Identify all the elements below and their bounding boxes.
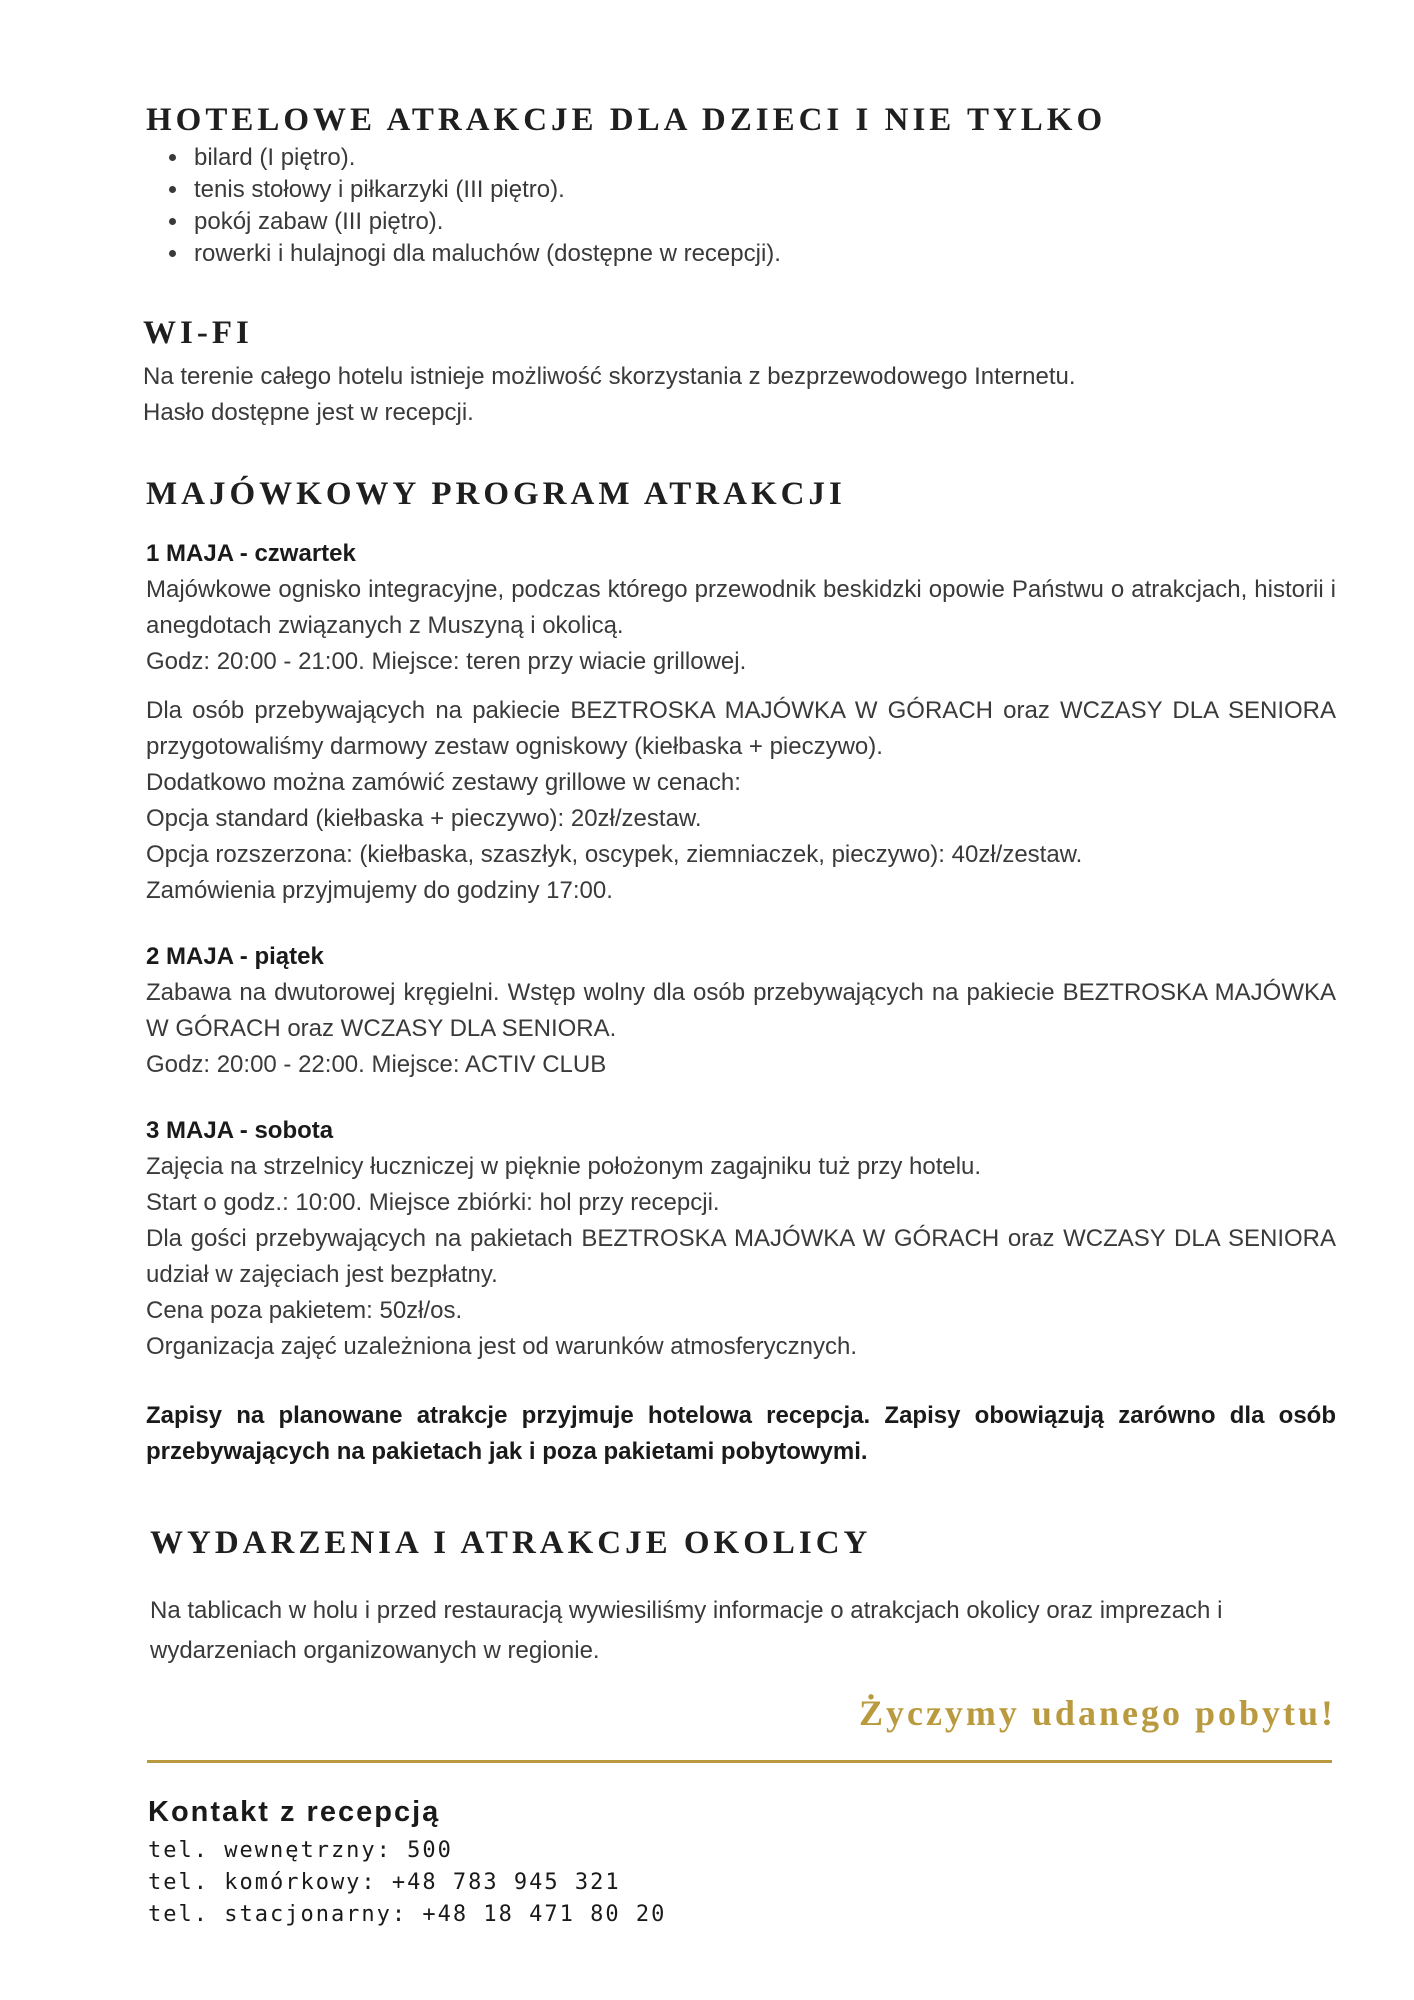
- list-item: • rowerki i hulajnogi dla maluchów (dostępne w recepcji).: [190, 238, 1336, 270]
- day-3-description: Zajęcia na strzelnicy łuczniczej w pięknie położonym zagajniku tuż przy hotelu.: [146, 1153, 982, 1180]
- day-1-option-standard: Opcja standard (kiełbaska + pieczywo): 20zł/zestaw.: [146, 805, 702, 832]
- day-3-heading: 3 MAJA - sobota: [146, 1117, 334, 1144]
- day-2-description: Zabawa na dwutorowej kręgielni. Wstęp wolny dla osób przebywających na pakiecie BEZTROSKA MAJÓWKA W GÓRACH oraz WCZASY DLA SENIORA.: [146, 979, 1336, 1042]
- day-2: [146, 939, 1336, 1083]
- events-title: WYDARZENIA I ATRAKCJE OKOLICY: [150, 1525, 872, 1561]
- wifi-password-note: Hasło dostępne jest w recepcji.: [143, 399, 474, 426]
- attractions-title: HOTELOWE ATRAKCJE DLA DZIECI I NIE TYLKO: [146, 102, 1107, 138]
- contact-landline-phone: tel. stacjonarny: +48 18 471 80 20: [148, 1902, 667, 1927]
- wifi-section: [143, 313, 1333, 431]
- program-title: MAJÓWKOWY PROGRAM ATRAKCJI: [146, 476, 846, 512]
- day-2-time: Godz: 20:00 - 22:00. Miejsce: ACTIV CLUB: [146, 1051, 607, 1078]
- day-3: [146, 1113, 1336, 1365]
- day-3-start: Start o godz.: 10:00. Miejsce zbiórki: hol przy recepcji.: [146, 1189, 720, 1216]
- day-1-package-info: Dla osób przebywających na pakiecie BEZTROSKA MAJÓWKA W GÓRACH oraz WCZASY DLA SENIORA przygotowaliśmy darmowy zestaw ogniskowy (kiełbaska + pieczywo).: [146, 697, 1336, 760]
- list-item: • tenis stołowy i piłkarzyki (III piętro).: [190, 174, 1336, 206]
- attractions-list: [146, 142, 1336, 270]
- wifi-text: Na terenie całego hotelu istnieje możliwość skorzystania z bezprzewodowego Internetu.: [143, 363, 1076, 390]
- signup-note: Zapisy na planowane atrakcje przyjmuje hotelowa recepcja. Zapisy obowiązują zarówno dla osób przebywających na pakietach jak i poza pakietami pobytowymi.: [146, 1402, 1336, 1465]
- day-2-heading: 2 MAJA - piątek: [146, 943, 324, 970]
- day-1-orders: Zamówienia przyjmujemy do godziny 17:00.: [146, 877, 613, 904]
- contact-internal-phone: tel. wewnętrzny: 500: [148, 1838, 453, 1863]
- day-1-time: Godz: 20:00 - 21:00. Miejsce: teren przy wiacie grillowej.: [146, 648, 747, 675]
- day-3-weather: Organizacja zajęć uzależniona jest od warunków atmosferycznych.: [146, 1333, 858, 1360]
- day-1-extra: Dodatkowo można zamówić zestawy grillowe w cenach:: [146, 769, 741, 796]
- divider: [147, 1760, 1332, 1763]
- contact-title: Kontakt z recepcją: [148, 1796, 441, 1828]
- day-3-package-info: Dla gości przebywających na pakietach BEZTROSKA MAJÓWKA W GÓRACH oraz WCZASY DLA SENIORA udział w zajęciach jest bezpłatny.: [146, 1225, 1336, 1288]
- contact-mobile-phone: tel. komórkowy: +48 783 945 321: [148, 1870, 621, 1895]
- wifi-title: WI-FI: [143, 315, 253, 351]
- wish-text: Życzymy udanego pobytu!: [858, 1693, 1336, 1733]
- day-1: [146, 536, 1336, 909]
- events-text: Na tablicach w holu i przed restauracją wywiesiliśmy informacje o atrakcjach okolicy oraz imprezach i wydarzeniach organizowanych w regionie.: [150, 1597, 1223, 1664]
- list-item: • pokój zabaw (III piętro).: [190, 206, 1336, 238]
- events-section: [150, 1523, 1336, 1671]
- day-3-price: Cena poza pakietem: 50zł/os.: [146, 1297, 463, 1324]
- contact-section: [148, 1793, 1048, 1931]
- day-1-option-extended: Opcja rozszerzona: (kiełbaska, szaszłyk, oscypek, ziemniaczek, pieczywo): 40zł/zestaw.: [146, 841, 1083, 868]
- attractions-section: [146, 100, 1336, 270]
- list-item: • bilard (I piętro).: [190, 142, 1336, 174]
- program-section: [146, 474, 1336, 1470]
- day-1-heading: 1 MAJA - czwartek: [146, 540, 356, 567]
- day-1-description: Majówkowe ognisko integracyjne, podczas którego przewodnik beskidzki opowie Państwu o atrakcjach, historii i anegdotach związanych z Muszyną i okolicą.: [146, 576, 1336, 639]
